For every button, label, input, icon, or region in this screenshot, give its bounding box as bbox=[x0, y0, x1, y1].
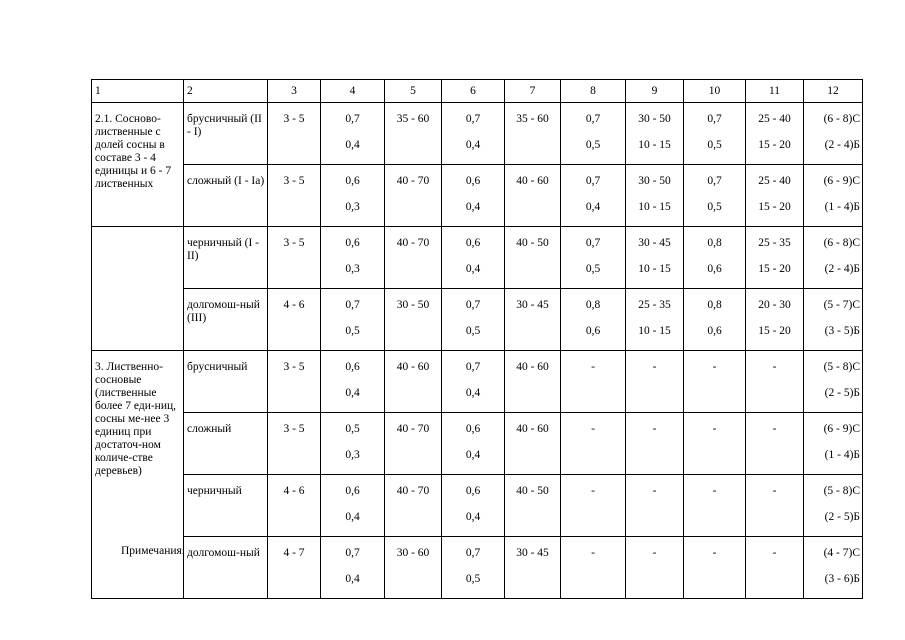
value-text: 30 - 45 bbox=[516, 547, 549, 559]
value-text: 0,3 bbox=[345, 263, 360, 275]
value-cell-c5 bbox=[385, 537, 442, 599]
value-text: 0,4 bbox=[585, 201, 601, 213]
value-text: 0,5 bbox=[345, 325, 360, 337]
value-text: 4 - 6 bbox=[283, 485, 305, 497]
value-text: 25 - 40 bbox=[758, 175, 791, 187]
value-cell-c3 bbox=[268, 475, 321, 537]
value-text: - bbox=[591, 423, 595, 435]
value-cell-c12 bbox=[804, 289, 863, 351]
table-row bbox=[92, 103, 863, 165]
value-cell-c7 bbox=[505, 289, 561, 351]
value-text: 0,4 bbox=[465, 263, 481, 275]
value-cell-c6 bbox=[442, 289, 505, 351]
value-cell-c12 bbox=[804, 537, 863, 599]
value-text: - bbox=[772, 361, 777, 373]
value-cell-c10 bbox=[684, 413, 746, 475]
value-text: 0,6 bbox=[465, 175, 481, 187]
value-cell-c9 bbox=[626, 351, 684, 413]
value-cell-c11 bbox=[746, 227, 804, 289]
value-cell-c10 bbox=[684, 537, 746, 599]
forest-type-cell: черничный (I - II) bbox=[184, 227, 268, 289]
value-cell-c3 bbox=[268, 413, 321, 475]
value-text: 40 - 50 bbox=[516, 237, 549, 249]
value-cell-c11 bbox=[746, 289, 804, 351]
value-text: - bbox=[712, 361, 717, 373]
value-cell-c7 bbox=[505, 413, 561, 475]
value-text: - bbox=[772, 423, 777, 435]
notes-label: Примечания: bbox=[121, 545, 185, 557]
value-cell-c3 bbox=[268, 103, 321, 165]
value-cell-c4 bbox=[321, 103, 385, 165]
value-text: 40 - 60 bbox=[516, 175, 549, 187]
table-row bbox=[92, 537, 863, 599]
value-text: 25 - 35 bbox=[758, 237, 791, 249]
value-text: 10 - 15 bbox=[638, 201, 671, 213]
category-cell: 3. Лиственно-сосновые (лиственные более 7 еди-ниц, сосны ме-нее 3 единиц при достаточ-ном количе-стве деревьев) bbox=[92, 351, 184, 599]
header-cell: 1 bbox=[92, 80, 184, 103]
value-cell-c7 bbox=[505, 165, 561, 227]
value-text: 40 - 70 bbox=[396, 237, 430, 249]
value-cell-c4 bbox=[321, 413, 385, 475]
value-cell-c11 bbox=[746, 537, 804, 599]
value-text: 0,4 bbox=[465, 387, 481, 399]
forest-type-cell: брусничный (II - I) bbox=[184, 103, 268, 165]
value-text: - bbox=[712, 485, 717, 497]
value-cell-c8 bbox=[561, 537, 626, 599]
value-cell-c11 bbox=[746, 103, 804, 165]
forest-type-cell: долгомош-ный (III) bbox=[184, 289, 268, 351]
value-text: (3 - 5)Б bbox=[824, 325, 860, 337]
value-text: 3 - 5 bbox=[283, 237, 305, 249]
value-cell-c12 bbox=[804, 351, 863, 413]
category-cell bbox=[92, 227, 184, 351]
value-cell-c12 bbox=[804, 475, 863, 537]
value-text: 0,5 bbox=[465, 325, 481, 337]
value-cell-c8 bbox=[561, 475, 626, 537]
value-text: (2 - 5)Б bbox=[824, 387, 860, 399]
value-text: 0,7 bbox=[707, 113, 722, 125]
forest-type-cell: сложный (I - Ia) bbox=[184, 165, 268, 227]
header-cell: 11 bbox=[746, 80, 804, 103]
value-text: - bbox=[652, 547, 657, 559]
header-cell: 5 bbox=[385, 80, 442, 103]
value-text: 30 - 60 bbox=[396, 547, 430, 559]
table-row bbox=[92, 413, 863, 475]
value-cell-c4 bbox=[321, 165, 385, 227]
value-text: 0,4 bbox=[465, 201, 481, 213]
value-text: 0,6 bbox=[465, 485, 481, 497]
value-text: 0,7 bbox=[465, 299, 481, 311]
value-cell-c10 bbox=[684, 351, 746, 413]
value-text: 0,8 bbox=[585, 299, 601, 311]
value-text: 0,7 bbox=[465, 113, 481, 125]
value-text: 0,4 bbox=[345, 139, 360, 151]
value-text: 0,6 bbox=[465, 423, 481, 435]
table-row bbox=[92, 475, 863, 537]
value-text: 10 - 15 bbox=[638, 263, 671, 275]
value-cell-c3 bbox=[268, 227, 321, 289]
value-cell-c8 bbox=[561, 165, 626, 227]
value-text: 0,4 bbox=[345, 573, 360, 585]
value-text: 0,4 bbox=[465, 511, 481, 523]
value-text: 10 - 15 bbox=[638, 139, 671, 151]
value-text: (6 - 9)С bbox=[823, 423, 860, 435]
value-text: 40 - 60 bbox=[516, 361, 549, 373]
value-text: 0,7 bbox=[585, 237, 601, 249]
value-cell-c7 bbox=[505, 475, 561, 537]
value-text: 0,5 bbox=[345, 423, 360, 435]
value-cell-c5 bbox=[385, 165, 442, 227]
value-text: 0,7 bbox=[465, 361, 481, 373]
table-row bbox=[92, 165, 863, 227]
value-text: (2 - 4)Б bbox=[824, 139, 860, 151]
value-text: - bbox=[591, 485, 595, 497]
value-cell-c4 bbox=[321, 227, 385, 289]
value-cell-c11 bbox=[746, 351, 804, 413]
value-text: 3 - 5 bbox=[283, 175, 305, 187]
value-text: 0,6 bbox=[345, 175, 360, 187]
value-text: - bbox=[772, 547, 777, 559]
value-text: 30 - 50 bbox=[396, 299, 430, 311]
value-text: 3 - 5 bbox=[283, 113, 305, 125]
value-cell-c5 bbox=[385, 351, 442, 413]
forest-type-cell: черничный bbox=[184, 475, 268, 537]
value-text: (6 - 8)С bbox=[823, 113, 860, 125]
value-text: 30 - 50 bbox=[638, 113, 671, 125]
value-cell-c5 bbox=[385, 227, 442, 289]
value-text: 0,7 bbox=[465, 547, 481, 559]
value-text: 0,7 bbox=[585, 175, 601, 187]
value-cell-c4 bbox=[321, 289, 385, 351]
value-text: 25 - 40 bbox=[758, 113, 791, 125]
value-cell-c9 bbox=[626, 537, 684, 599]
value-text: (1 - 4)Б bbox=[824, 201, 860, 213]
table-row bbox=[92, 351, 863, 413]
value-text: 0,3 bbox=[345, 201, 360, 213]
forest-type-cell: сложный bbox=[184, 413, 268, 475]
value-cell-c3 bbox=[268, 537, 321, 599]
table-row bbox=[92, 227, 863, 289]
value-cell-c8 bbox=[561, 227, 626, 289]
value-cell-c6 bbox=[442, 227, 505, 289]
value-text: (5 - 7)С bbox=[823, 299, 860, 311]
value-text: - bbox=[652, 423, 657, 435]
value-text: 0,5 bbox=[585, 263, 601, 275]
value-text: 15 - 20 bbox=[758, 263, 791, 275]
value-cell-c8 bbox=[561, 351, 626, 413]
value-cell-c4 bbox=[321, 475, 385, 537]
value-cell-c3 bbox=[268, 289, 321, 351]
value-text: 35 - 60 bbox=[516, 113, 549, 125]
value-text: 15 - 20 bbox=[758, 139, 791, 151]
value-cell-c7 bbox=[505, 351, 561, 413]
value-text: (2 - 5)Б bbox=[824, 511, 860, 523]
value-text: 40 - 70 bbox=[396, 175, 430, 187]
value-text: 0,4 bbox=[345, 511, 360, 523]
value-text: - bbox=[712, 423, 717, 435]
value-cell-c9 bbox=[626, 103, 684, 165]
header-cell: 2 bbox=[184, 80, 268, 103]
value-text: (2 - 4)Б bbox=[824, 263, 860, 275]
forest-table bbox=[91, 79, 863, 599]
value-cell-c5 bbox=[385, 103, 442, 165]
value-cell-c4 bbox=[321, 537, 385, 599]
value-cell-c10 bbox=[684, 475, 746, 537]
value-text: 0,6 bbox=[345, 485, 360, 497]
value-text: 0,4 bbox=[465, 449, 481, 461]
value-text: 20 - 30 bbox=[758, 299, 791, 311]
value-text: (5 - 8)С bbox=[823, 485, 860, 497]
value-text: 0,5 bbox=[707, 139, 722, 151]
value-text: 0,6 bbox=[345, 237, 360, 249]
value-cell-c11 bbox=[746, 475, 804, 537]
value-cell-c7 bbox=[505, 537, 561, 599]
value-text: - bbox=[591, 361, 595, 373]
value-cell-c6 bbox=[442, 351, 505, 413]
value-text: 0,6 bbox=[707, 325, 722, 337]
value-cell-c3 bbox=[268, 165, 321, 227]
value-cell-c5 bbox=[385, 289, 442, 351]
value-text: 0,5 bbox=[465, 573, 481, 585]
value-text: - bbox=[772, 485, 777, 497]
value-text: 0,8 bbox=[707, 237, 722, 249]
value-text: 0,7 bbox=[345, 299, 360, 311]
value-cell-c10 bbox=[684, 165, 746, 227]
value-text: - bbox=[652, 485, 657, 497]
value-cell-c3 bbox=[268, 351, 321, 413]
value-cell-c5 bbox=[385, 475, 442, 537]
value-text: 15 - 20 bbox=[758, 201, 791, 213]
value-text: - bbox=[591, 547, 595, 559]
value-text: 0,7 bbox=[585, 113, 601, 125]
value-cell-c6 bbox=[442, 413, 505, 475]
value-text: 0,3 bbox=[345, 449, 360, 461]
value-text: 30 - 45 bbox=[516, 299, 549, 311]
value-cell-c12 bbox=[804, 413, 863, 475]
value-text: 0,4 bbox=[345, 387, 360, 399]
header-row bbox=[92, 80, 863, 103]
value-text: 0,4 bbox=[465, 139, 481, 151]
value-cell-c5 bbox=[385, 413, 442, 475]
value-text: 0,6 bbox=[345, 361, 360, 373]
header-cell: 4 bbox=[321, 80, 385, 103]
value-cell-c10 bbox=[684, 227, 746, 289]
value-text: 0,6 bbox=[707, 263, 722, 275]
value-text: 35 - 60 bbox=[396, 113, 430, 125]
value-cell-c9 bbox=[626, 289, 684, 351]
header-cell: 12 bbox=[804, 80, 863, 103]
value-cell-c6 bbox=[442, 537, 505, 599]
forest-type-cell: брусничный bbox=[184, 351, 268, 413]
value-text: (6 - 8)С bbox=[823, 237, 860, 249]
value-cell-c10 bbox=[684, 289, 746, 351]
value-text: (3 - 6)Б bbox=[824, 573, 860, 585]
value-text: (4 - 7)С bbox=[823, 547, 860, 559]
value-cell-c6 bbox=[442, 165, 505, 227]
value-cell-c9 bbox=[626, 413, 684, 475]
value-text: 25 - 35 bbox=[638, 299, 671, 311]
value-cell-c12 bbox=[804, 227, 863, 289]
value-cell-c12 bbox=[804, 103, 863, 165]
value-text: 0,6 bbox=[465, 237, 481, 249]
category-cell: 2.1. Сосново-лиственные с долей сосны в составе 3 - 4 единицы и 6 - 7 лиственных bbox=[92, 103, 184, 227]
value-cell-c6 bbox=[442, 475, 505, 537]
value-text: 0,7 bbox=[345, 547, 360, 559]
header-cell: 8 bbox=[561, 80, 626, 103]
value-text: 0,7 bbox=[707, 175, 722, 187]
table-row bbox=[92, 289, 863, 351]
value-text: 40 - 70 bbox=[396, 423, 430, 435]
header-cell: 7 bbox=[505, 80, 561, 103]
value-text: - bbox=[652, 361, 657, 373]
value-text: 0,8 bbox=[707, 299, 722, 311]
value-cell-c8 bbox=[561, 289, 626, 351]
value-text: 3 - 5 bbox=[283, 423, 305, 435]
value-text: (1 - 4)Б bbox=[824, 449, 860, 461]
value-cell-c6 bbox=[442, 103, 505, 165]
value-cell-c9 bbox=[626, 165, 684, 227]
value-text: 40 - 50 bbox=[516, 485, 549, 497]
value-text: 3 - 5 bbox=[283, 361, 305, 373]
value-text: 30 - 45 bbox=[638, 237, 671, 249]
header-cell: 9 bbox=[626, 80, 684, 103]
value-text: (6 - 9)С bbox=[823, 175, 860, 187]
value-text: 0,5 bbox=[585, 139, 601, 151]
value-text: 4 - 6 bbox=[283, 299, 305, 311]
value-cell-c4 bbox=[321, 351, 385, 413]
header-cell: 10 bbox=[684, 80, 746, 103]
value-text: (5 - 8)С bbox=[823, 361, 860, 373]
value-text: 0,6 bbox=[585, 325, 601, 337]
value-cell-c7 bbox=[505, 227, 561, 289]
value-text: 4 - 7 bbox=[283, 547, 305, 559]
value-text: 40 - 70 bbox=[396, 485, 430, 497]
value-cell-c12 bbox=[804, 165, 863, 227]
value-cell-c11 bbox=[746, 165, 804, 227]
value-cell-c11 bbox=[746, 413, 804, 475]
value-cell-c7 bbox=[505, 103, 561, 165]
value-text: 0,7 bbox=[345, 113, 360, 125]
value-cell-c8 bbox=[561, 413, 626, 475]
value-text: 30 - 50 bbox=[638, 175, 671, 187]
header-cell: 3 bbox=[268, 80, 321, 103]
value-text: 15 - 20 bbox=[758, 325, 791, 337]
value-text: 40 - 60 bbox=[396, 361, 430, 373]
value-cell-c10 bbox=[684, 103, 746, 165]
value-text: 10 - 15 bbox=[638, 325, 671, 337]
header-cell: 6 bbox=[442, 80, 505, 103]
value-cell-c8 bbox=[561, 103, 626, 165]
value-cell-c9 bbox=[626, 475, 684, 537]
value-text: 40 - 60 bbox=[516, 423, 549, 435]
value-cell-c9 bbox=[626, 227, 684, 289]
forest-type-cell: долгомош-ный bbox=[184, 537, 268, 599]
value-text: 0,5 bbox=[707, 201, 722, 213]
value-text: - bbox=[712, 547, 717, 559]
